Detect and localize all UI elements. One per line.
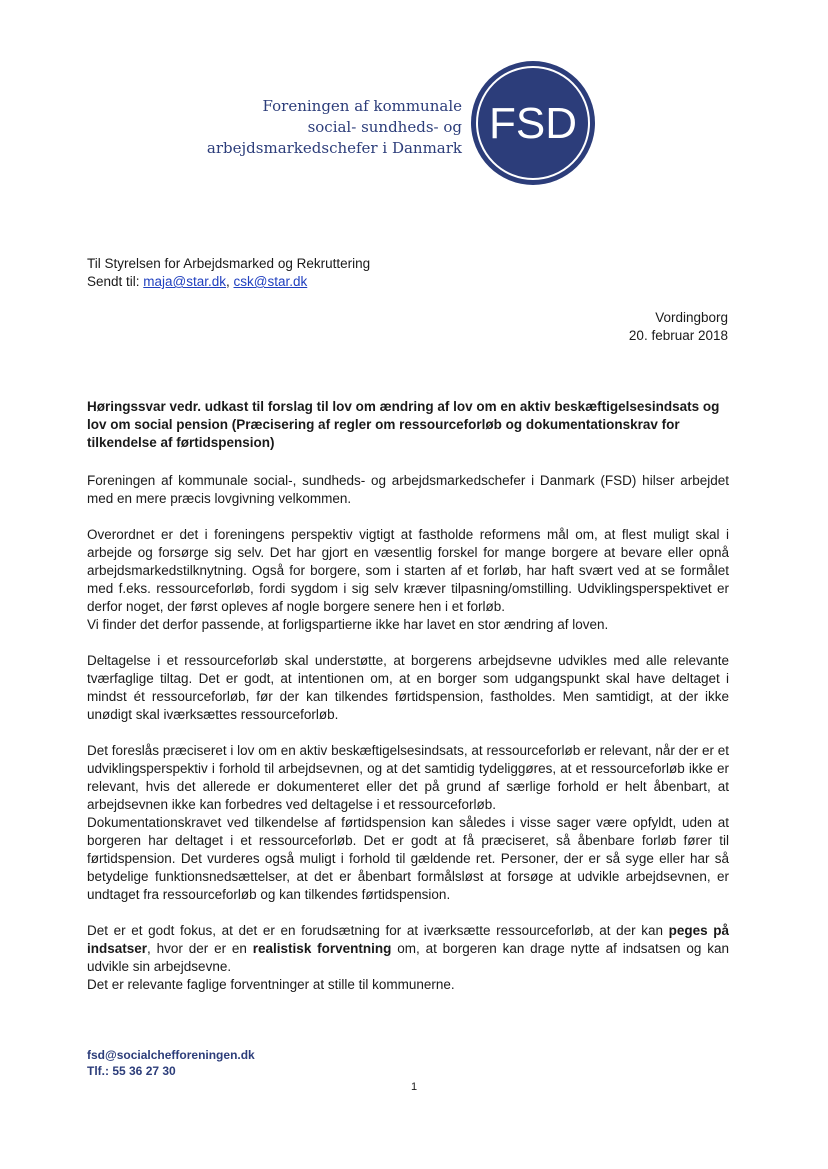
paragraph-6: Dokumentationskravet ved tilkendelse af førtidspension kan således i visse sager være opfyldt, uden at borgeren har deltaget i et ressourceforløb. Det er godt at få præciseret, så åbenbare forløb fører til førtidspension. Det vurderes også muligt i forhold til gældende ret. Personer, der er så syge eller har så betydelige funktionsnedsættelser, at det er åbenbart formålsløst at forsøge at udvikle arbejdsevnen, er undtaget fra ressourceforløb og kan tilkendes førtidspension. (87, 815, 729, 902)
paragraph-2: Overordnet er det i foreningens perspektiv vigtigt at fastholde reformens mål om, at flest muligt skal i arbejde og forsørge sig selv. Det har gjort en væsentlig forskel for mange borgere at bevare eller opnå arbejdsmarkedstilknytning. Også for borgere, som i starten af et forløb, har haft svært ved at se formålet med f.eks. ressourceforløb, fordi sygdom i sig selv kræver tilpasning/omstilling. Udviklingsperspektivet er derfor noget, der først opleves af nogle borgere senere hen i et forløb. (87, 527, 729, 614)
org-name-line-1: Foreningen af kommunale (262, 97, 462, 115)
paragraph-5: Det foreslås præciseret i lov om en aktiv beskæftigelsesindsats, at ressourceforløb er relevant, når der er et udviklingsperspektiv i forhold til arbejdsevnen, og at det samtidig tydeliggøres, at et ressourceforløb ikke er relevant, hvis det allerede er dokumenteret eller det på grund af særlige forhold er helt åbenbart, at arbejdsevnen ikke kan forbedres ved deltagelse i et ressourceforløb. (87, 743, 729, 812)
paragraph-7-text-a: Det er et godt fokus, at det er en forudsætning for at iværksætte ressourceforløb, at der kan (87, 923, 669, 938)
sent-to-label: Sendt til: (87, 274, 144, 289)
org-name-line-2: social- sundheds- og (307, 118, 462, 136)
fsd-logo (470, 60, 596, 186)
footer-email: fsd@socialchefforeningen.dk (87, 1048, 255, 1062)
place: Vordingborg (655, 310, 728, 325)
paragraph-3: Vi finder det derfor passende, at forligspartierne ikke har lavet en stor ændring af loven. (87, 617, 609, 632)
page-number: 1 (410, 1081, 418, 1093)
organization-name (200, 96, 462, 159)
paragraph-7-text-b: , hvor der er en (147, 941, 253, 956)
paragraph-7-bold-a: peges på indsatser (87, 923, 729, 956)
place-date-block (629, 309, 728, 345)
letter-heading: Høringssvar vedr. udkast til forslag til lov om ændring af lov om en aktiv beskæftigelsesindsats og lov om social pension (Præcisering af regler om ressourceforløb og dokumentationskrav for tilkendelse af førtidspension) (87, 399, 720, 450)
date: 20. februar 2018 (628, 328, 728, 343)
letter-body (87, 398, 729, 1012)
paragraph-7 (87, 922, 729, 976)
recipient-block (87, 255, 370, 291)
paragraph-4: Deltagelse i et ressourceforløb skal understøtte, at borgerens arbejdsevne udvikles med alle relevante tværfaglige tiltag. Det er godt, at intentionen om, at en borger som udgangspunkt skal have deltaget i mindst ét ressourceforløb, før der kan tilkendes førtidspension, fastholdes. Men samtidigt, at der ikke unødigt skal iværksættes ressourceforløb. (87, 653, 729, 722)
email-separator: , (226, 274, 234, 289)
logo-text: FSD (489, 99, 577, 148)
footer-contact (87, 1047, 255, 1079)
email-link-csk[interactable]: csk@star.dk (233, 274, 308, 289)
footer-phone: Tlf.: 55 36 27 30 (87, 1064, 176, 1078)
paragraph-7-text-c: om, at borgeren kan drage nytte af indsatsen og kan udvikle sin arbejdsevne. (87, 941, 729, 974)
email-link-maja[interactable]: maja@star.dk (143, 274, 227, 289)
recipient-line: Til Styrelsen for Arbejdsmarked og Rekruttering (87, 256, 371, 271)
org-name-line-3: arbejdsmarkedschefer i Danmark (206, 139, 462, 157)
sent-to-line (87, 273, 370, 291)
paragraph-7-bold-b: realistisk forventning (252, 941, 392, 956)
paragraph-8: Det er relevante faglige forventninger at stille til kommunerne. (87, 977, 455, 992)
paragraph-1: Foreningen af kommunale social-, sundheds- og arbejdsmarkedschefer i Danmark (FSD) hilser arbejdet med en mere præcis lovgivning velkommen. (87, 473, 729, 506)
